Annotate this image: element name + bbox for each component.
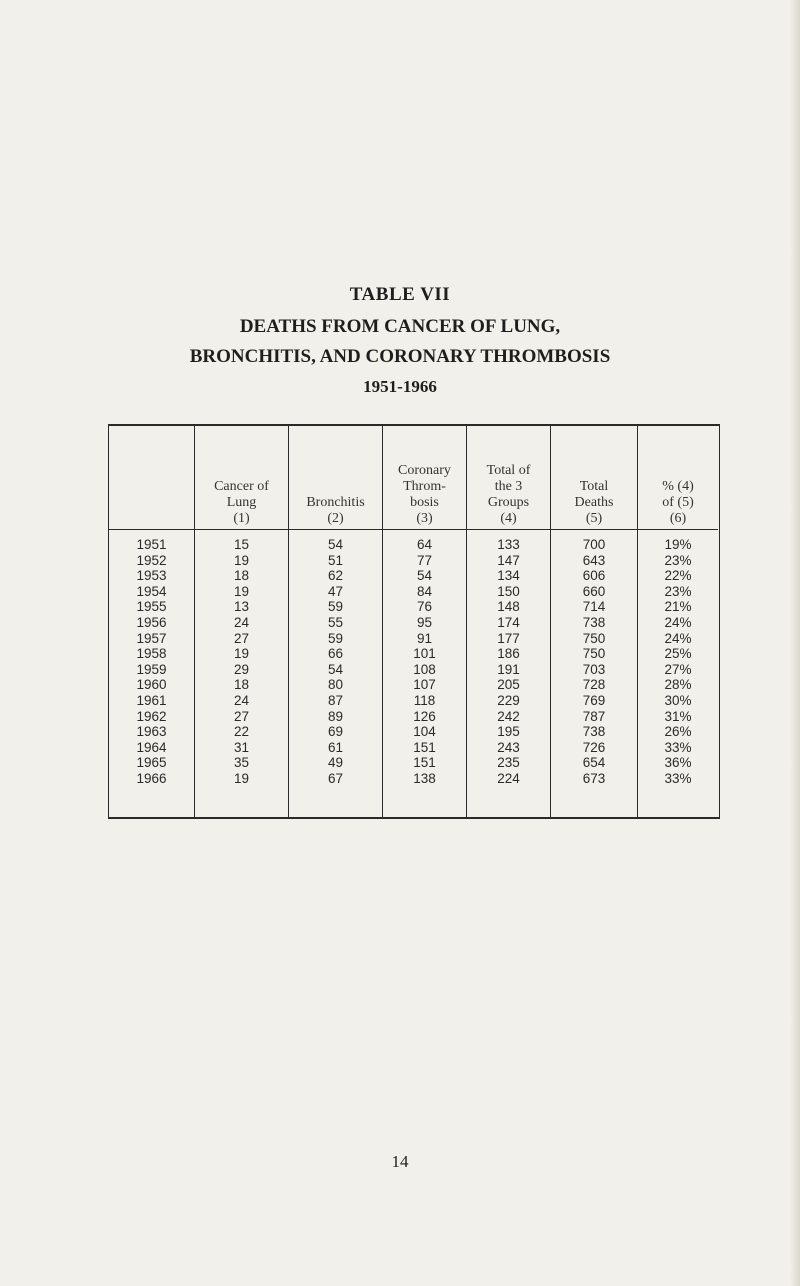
table-cell: 19 bbox=[233, 646, 250, 662]
table-cell: 95 bbox=[416, 614, 433, 630]
table-cell: 186 bbox=[497, 646, 520, 662]
year-cell: 1955 bbox=[136, 599, 167, 615]
table-cell: 66 bbox=[327, 646, 344, 662]
table-cell: 30% bbox=[664, 692, 692, 708]
table-cell: 19 bbox=[233, 770, 250, 786]
table-cell: 726 bbox=[582, 739, 606, 755]
table-cell: 126 bbox=[413, 708, 436, 724]
column-header bbox=[638, 426, 718, 530]
table-cell: 33% bbox=[664, 770, 692, 786]
table-cell: 25% bbox=[664, 646, 692, 662]
table-cell: 673 bbox=[582, 770, 606, 786]
year-cell: 1960 bbox=[136, 677, 167, 693]
table-cell: 19 bbox=[233, 583, 250, 599]
table-cell: 191 bbox=[497, 661, 520, 677]
table-cell: 750 bbox=[582, 646, 606, 662]
table-column bbox=[195, 426, 289, 817]
table-cell: 27% bbox=[664, 661, 692, 677]
column-header bbox=[467, 426, 550, 530]
column-header-line: % (4) bbox=[662, 479, 694, 494]
table-cell: 87 bbox=[327, 692, 344, 708]
table-cell: 118 bbox=[413, 692, 436, 708]
column-header bbox=[383, 426, 466, 530]
table-cell: 91 bbox=[416, 630, 433, 646]
column-header-line: Deaths bbox=[574, 495, 614, 510]
column-header bbox=[551, 426, 637, 530]
table-cell: 151 bbox=[413, 755, 436, 771]
table-cell: 76 bbox=[416, 599, 433, 615]
table-cell: 643 bbox=[582, 552, 606, 568]
column-body bbox=[638, 530, 718, 817]
table-cell: 80 bbox=[327, 677, 344, 693]
table-cell: 59 bbox=[327, 630, 344, 646]
table-cell: 62 bbox=[327, 568, 344, 584]
table-cell: 77 bbox=[416, 552, 433, 568]
table-cell: 67 bbox=[327, 770, 344, 786]
column-body bbox=[467, 530, 550, 817]
column-body bbox=[109, 530, 194, 817]
table-cell: 28% bbox=[664, 677, 692, 693]
table-cell: 23% bbox=[664, 583, 692, 599]
table-title: TABLE VII bbox=[349, 284, 451, 305]
table-column bbox=[109, 426, 195, 817]
column-header-line: Total of bbox=[486, 463, 531, 478]
table-cell: 133 bbox=[497, 537, 520, 552]
year-cell: 1961 bbox=[136, 692, 167, 708]
table-cell: 700 bbox=[582, 537, 606, 552]
table-cell: 242 bbox=[497, 708, 520, 724]
table-cell: 55 bbox=[327, 614, 344, 630]
column-body bbox=[383, 530, 466, 817]
table-cell: 18 bbox=[233, 568, 250, 584]
table-cell: 108 bbox=[413, 661, 436, 677]
table-column bbox=[551, 426, 638, 817]
table-cell: 29 bbox=[233, 661, 250, 677]
column-header-line: Total bbox=[579, 479, 609, 494]
table-cell: 24% bbox=[664, 614, 692, 630]
year-cell: 1963 bbox=[136, 724, 167, 740]
column-header-line: Lung bbox=[226, 495, 257, 510]
table-cell: 660 bbox=[582, 583, 606, 599]
table-cell: 738 bbox=[582, 724, 606, 740]
column-header-line: (2) bbox=[327, 511, 344, 526]
table-cell: 54 bbox=[416, 568, 433, 584]
table-cell: 769 bbox=[582, 692, 606, 708]
table-cell: 47 bbox=[327, 583, 344, 599]
year-cell: 1962 bbox=[136, 708, 167, 724]
table-cell: 177 bbox=[497, 630, 520, 646]
table-years-range: 1951-1966 bbox=[363, 377, 437, 396]
column-header-line: Bronchitis bbox=[306, 495, 365, 510]
table-cell: 101 bbox=[413, 646, 436, 662]
page-number: 14 bbox=[391, 1152, 409, 1171]
table-cell: 606 bbox=[582, 568, 606, 584]
table-cell: 22% bbox=[664, 568, 692, 584]
year-cell: 1951 bbox=[136, 537, 167, 552]
column-header-line: (6) bbox=[669, 511, 687, 526]
table-cell: 22 bbox=[233, 724, 250, 740]
table-cell: 787 bbox=[582, 708, 606, 724]
table-cell: 150 bbox=[497, 583, 520, 599]
table-cell: 64 bbox=[416, 537, 433, 552]
year-cell: 1952 bbox=[136, 552, 167, 568]
table-column bbox=[289, 426, 383, 817]
column-header bbox=[289, 426, 382, 530]
table-cell: 750 bbox=[582, 630, 606, 646]
table-cell: 19% bbox=[664, 537, 692, 552]
table-cell: 24% bbox=[664, 630, 692, 646]
column-header-line: (3) bbox=[416, 511, 433, 526]
table-cell: 54 bbox=[327, 537, 344, 552]
table-cell: 27 bbox=[233, 708, 250, 724]
table-column bbox=[467, 426, 551, 817]
table-cell: 31 bbox=[233, 739, 250, 755]
column-header-line: (4) bbox=[500, 511, 517, 526]
column-header bbox=[195, 426, 288, 530]
table-cell: 151 bbox=[413, 739, 436, 755]
table-cell: 738 bbox=[582, 614, 606, 630]
table-cell: 49 bbox=[327, 755, 344, 771]
table-cell: 19 bbox=[233, 552, 250, 568]
year-cell: 1966 bbox=[136, 770, 167, 786]
table-cell: 703 bbox=[582, 661, 606, 677]
year-cell: 1959 bbox=[136, 661, 167, 677]
column-body bbox=[195, 530, 288, 817]
table-cell: 224 bbox=[497, 770, 520, 786]
column-header-line: of (5) bbox=[662, 495, 694, 510]
year-cell: 1956 bbox=[136, 614, 167, 630]
column-header-line: Groups bbox=[487, 495, 530, 510]
table-cell: 174 bbox=[497, 614, 520, 630]
column-header bbox=[109, 426, 194, 530]
column-header-line: (1) bbox=[233, 511, 250, 526]
year-cell: 1964 bbox=[136, 739, 167, 755]
table-cell: 84 bbox=[416, 583, 433, 599]
table-cell: 138 bbox=[413, 770, 436, 786]
column-header-line: bosis bbox=[410, 495, 439, 510]
column-header-line: Cancer of bbox=[214, 479, 269, 494]
year-cell: 1953 bbox=[136, 568, 167, 584]
year-cell: 1965 bbox=[136, 755, 167, 771]
table-cell: 195 bbox=[497, 724, 520, 740]
table-cell: 69 bbox=[327, 724, 344, 740]
title-block bbox=[0, 278, 800, 402]
table-cell: 59 bbox=[327, 599, 344, 615]
table-cell: 134 bbox=[497, 568, 520, 584]
column-body bbox=[551, 530, 637, 817]
table-column bbox=[638, 426, 718, 817]
year-cell: 1954 bbox=[136, 583, 167, 599]
table-cell: 61 bbox=[327, 739, 344, 755]
table-subtitle-line1: DEATHS FROM CANCER OF LUNG, bbox=[239, 316, 561, 337]
table-cell: 205 bbox=[497, 677, 520, 693]
column-header-line: Coronary bbox=[398, 463, 451, 478]
table-cell: 728 bbox=[582, 677, 606, 693]
table-cell: 51 bbox=[327, 552, 344, 568]
table-cell: 23% bbox=[664, 552, 692, 568]
table-cell: 18 bbox=[233, 677, 250, 693]
table-cell: 24 bbox=[233, 614, 250, 630]
page-edge bbox=[790, 0, 800, 1286]
table-cell: 35 bbox=[233, 755, 250, 771]
table-cell: 36% bbox=[664, 755, 692, 771]
table-cell: 243 bbox=[497, 739, 520, 755]
column-header-line: Throm- bbox=[403, 479, 446, 494]
table-cell: 26% bbox=[664, 724, 692, 740]
table-cell: 15 bbox=[233, 537, 250, 552]
table-cell: 654 bbox=[582, 755, 606, 771]
table-cell: 24 bbox=[233, 692, 250, 708]
column-header-line: (5) bbox=[585, 511, 603, 526]
table-cell: 148 bbox=[497, 599, 520, 615]
table-subtitle-line2: BRONCHITIS, AND CORONARY THROMBOSIS bbox=[189, 346, 611, 367]
table-cell: 229 bbox=[497, 692, 520, 708]
table-cell: 33% bbox=[664, 739, 692, 755]
table-cell: 714 bbox=[582, 599, 606, 615]
deaths-table bbox=[108, 424, 720, 819]
column-body bbox=[289, 530, 382, 817]
table-column bbox=[383, 426, 467, 817]
year-cell: 1958 bbox=[136, 646, 167, 662]
column-header-line: the 3 bbox=[494, 479, 523, 494]
table-cell: 27 bbox=[233, 630, 250, 646]
table-cell: 13 bbox=[233, 599, 250, 615]
table-cell: 31% bbox=[664, 708, 692, 724]
table-cell: 89 bbox=[327, 708, 344, 724]
table-columns bbox=[109, 426, 719, 817]
table-cell: 104 bbox=[413, 724, 436, 740]
table-cell: 21% bbox=[664, 599, 692, 615]
table-cell: 54 bbox=[327, 661, 344, 677]
table-cell: 147 bbox=[497, 552, 520, 568]
year-cell: 1957 bbox=[136, 630, 167, 646]
table-cell: 235 bbox=[497, 755, 520, 771]
table-cell: 107 bbox=[413, 677, 436, 693]
